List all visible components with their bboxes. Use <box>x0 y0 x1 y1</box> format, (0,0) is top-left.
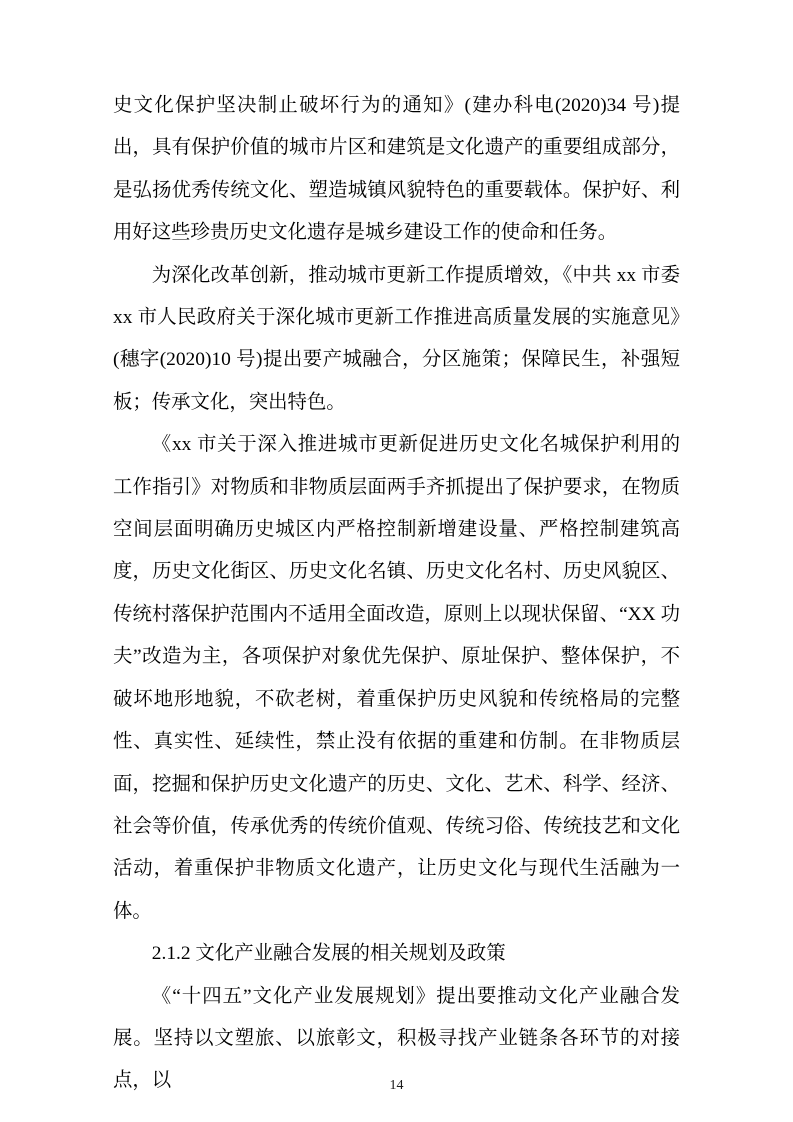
paragraph: 史文化保护坚决制止破坏行为的通知》(建办科电(2020)34 号)提出，具有保护价值的城市片区和建筑是文化遗产的重要组成部分，是弘扬优秀传统文化、塑造城镇风貌特色的重要载体。保护好、利用好这些珍贵历史文化遗存是城乡建设工作的使命和任务。 <box>113 95 680 244</box>
paragraph: 为深化改革创新，推动城市更新工作提质增效，《中共 xx 市委 xx 市人民政府关于深化城市更新工作推进高质量发展的实施意见》(穗字(2020)10 号)提出要产城融合，分区施策；保障民生，补强短板；传承文化，突出特色。 <box>113 264 680 413</box>
paragraph: 《xx 市关于深入推进城市更新促进历史文化名城保护利用的工作指引》对物质和非物质层面两手齐抓提出了保护要求，在物质空间层面明确历史城区内严格控制新增建设量、严格控制建筑高度，历史文化街区、历史文化名镇、历史文化名村、历史风貌区、传统村落保护范围内不适用全面改造，原则上以现状保留、“XX 功夫”改造为主，各项保护对象优先保护、原址保护、整体保护，不破坏地形地貌，不砍老树，着重保护历史风貌和传统格局的完整性、真实性、延续性，禁止没有依据的重建和仿制。在非物质层面，挖掘和保护历史文化遗产的历史、文化、艺术、科学、经济、社会等价值，传承优秀的传统价值观、传统习俗、传统技艺和文化活动，着重保护非物质文化遗产，让历史文化与现代生活融为一体。 <box>113 434 680 922</box>
section-heading: 2.1.2 文化产业融合发展的相关规划及政策 <box>151 943 506 965</box>
page-footer <box>0 1076 793 1096</box>
page-body-text <box>113 85 680 1103</box>
page-number: 14 <box>389 1078 404 1093</box>
paragraph: 《“十四五”文化产业发展规划》提出要推动文化产业融合发展。坚持以文塑旅、以旅彰文，积极寻找产业链条各环节的对接点，以 <box>113 985 680 1092</box>
